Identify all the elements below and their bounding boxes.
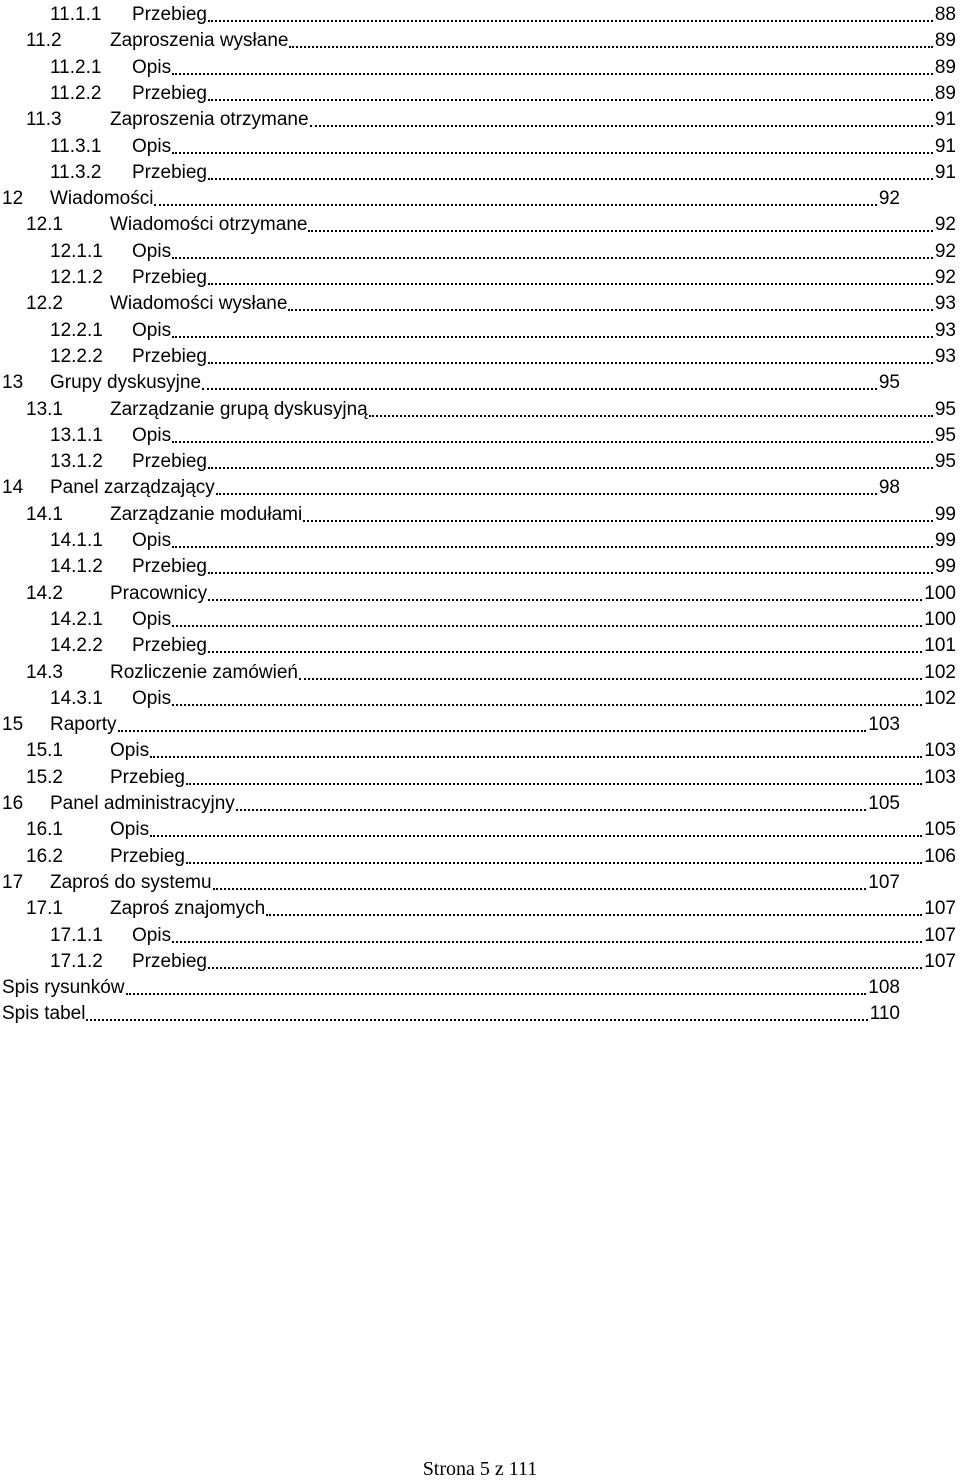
toc-entry-title: Przebieg xyxy=(132,635,207,657)
toc-entry[interactable] xyxy=(50,421,956,447)
toc-entry[interactable] xyxy=(50,605,956,631)
toc-entry[interactable] xyxy=(50,79,956,105)
toc-entry-number: 12.1.2 xyxy=(50,267,103,288)
toc-entry-page-number: 99 xyxy=(934,503,956,525)
toc-entry-page-number: 99 xyxy=(934,556,956,578)
toc-entry-page-number: 110 xyxy=(869,1003,900,1025)
toc-entry-title: Opis xyxy=(132,924,172,946)
toc-entry[interactable] xyxy=(26,815,956,841)
toc-entry-title: Zaproś do systemu xyxy=(50,871,212,893)
toc-entry-page-number: 89 xyxy=(934,30,956,52)
toc-entry[interactable] xyxy=(26,894,956,920)
toc-dot-leader xyxy=(172,257,933,259)
toc-entry[interactable] xyxy=(26,500,956,526)
toc-entry-page-number: 101 xyxy=(924,635,956,657)
toc-entry-number: 17.1.1 xyxy=(50,924,103,946)
toc-entry-page-number: 105 xyxy=(924,819,956,841)
toc-dot-leader xyxy=(369,415,933,417)
toc-entry-title: Zaproś znajomych xyxy=(110,898,266,920)
toc-entry-number: 13.1.2 xyxy=(50,451,103,473)
toc-dot-leader xyxy=(118,730,867,732)
toc-entry[interactable] xyxy=(50,263,956,289)
toc-entry-title: Przebieg xyxy=(132,451,207,473)
toc-entry-page-number: 89 xyxy=(934,56,956,78)
toc-entry[interactable] xyxy=(50,631,956,657)
toc-dot-leader xyxy=(172,625,922,627)
toc-entry[interactable] xyxy=(50,0,956,26)
toc-entry-number: 12.1 xyxy=(26,214,63,236)
toc-entry-number: 11.1.1 xyxy=(50,4,102,25)
toc-entry[interactable] xyxy=(26,842,956,868)
toc-entry[interactable] xyxy=(50,947,956,973)
toc-dot-leader xyxy=(289,46,932,48)
toc-dot-leader xyxy=(216,493,877,495)
toc-entry[interactable] xyxy=(26,763,956,789)
toc-entry-number: 11.3 xyxy=(26,109,62,131)
toc-dot-leader xyxy=(150,756,922,758)
toc-entry-page-number: 92 xyxy=(878,188,900,210)
toc-entry-page-number: 91 xyxy=(934,161,956,183)
toc-entry-title: Opis xyxy=(132,424,172,446)
toc-entry-page-number: 92 xyxy=(934,214,956,236)
toc-entry[interactable] xyxy=(50,132,956,158)
toc-entry[interactable] xyxy=(2,789,900,815)
toc-entry-title: Przebieg xyxy=(132,556,207,578)
toc-entry-number: 15.2 xyxy=(26,766,63,788)
toc-entry-page-number: 100 xyxy=(924,582,956,604)
toc-entry-number: 14 xyxy=(2,477,24,499)
toc-dot-leader xyxy=(154,204,876,206)
toc-entry-title: Opis xyxy=(132,319,172,341)
toc-dot-leader xyxy=(303,520,933,522)
toc-entry-number: 12 xyxy=(2,188,24,210)
toc-dot-leader xyxy=(208,362,933,364)
toc-entry-title: Przebieg xyxy=(132,161,207,183)
toc-entry-number: 17 xyxy=(2,871,24,893)
toc-entry[interactable] xyxy=(26,736,956,762)
toc-entry-number: 12.2.2 xyxy=(50,345,103,367)
toc-dot-leader xyxy=(288,309,932,311)
toc-entry[interactable] xyxy=(2,184,900,210)
toc-dot-leader xyxy=(208,20,933,22)
toc-entry-number: 13 xyxy=(2,372,24,394)
toc-dot-leader xyxy=(172,441,933,443)
toc-dot-leader xyxy=(208,99,933,101)
toc-entry[interactable] xyxy=(26,26,956,52)
toc-dot-leader xyxy=(213,888,867,890)
toc-dot-leader xyxy=(186,783,922,785)
toc-entry-page-number: 91 xyxy=(934,135,956,157)
page-footer: Strona 5 z 111 xyxy=(422,1458,538,1480)
toc-entry[interactable] xyxy=(50,53,956,79)
toc-entry-number: 13.1 xyxy=(26,398,63,420)
toc-entry-page-number: 95 xyxy=(934,424,956,446)
toc-entry[interactable] xyxy=(2,710,900,736)
toc-entry-title: Spis tabel xyxy=(2,1003,86,1025)
toc-entry-page-number: 107 xyxy=(924,950,956,972)
toc-entry-title: Zarządzanie grupą dyskusyjną xyxy=(110,398,368,420)
toc-entry-title: Spis rysunków xyxy=(2,977,125,999)
toc-entry[interactable] xyxy=(26,395,956,421)
toc-dot-leader xyxy=(172,73,933,75)
toc-entry[interactable] xyxy=(50,158,956,184)
toc-entry-title: Przebieg xyxy=(110,845,185,867)
toc-entry-number: 17.1 xyxy=(26,898,63,920)
toc-entry-title: Opis xyxy=(132,240,172,262)
toc-entry-title: Opis xyxy=(132,608,172,630)
toc-entry-title: Grupy dyskusyjne xyxy=(50,372,202,394)
toc-entry-number: 11.2.2 xyxy=(50,82,102,104)
toc-entry-number: 12.1.1 xyxy=(50,240,103,262)
toc-entry-number: 14.1.1 xyxy=(50,530,103,551)
toc-entry[interactable] xyxy=(26,289,956,315)
toc-entry-title: Wiadomości xyxy=(50,188,154,210)
toc-entry-number: 15 xyxy=(2,714,24,736)
toc-entry-number: 17.1.2 xyxy=(50,950,103,972)
toc-entry-title: Opis xyxy=(110,819,150,841)
toc-entry-page-number: 95 xyxy=(934,398,956,420)
toc-dot-leader xyxy=(266,914,922,916)
toc-entry-page-number: 102 xyxy=(924,687,956,709)
toc-dot-leader xyxy=(299,678,922,680)
toc-dot-leader xyxy=(172,336,933,338)
toc-dot-leader xyxy=(208,572,933,574)
toc-dot-leader xyxy=(172,152,933,154)
toc-entry-page-number: 95 xyxy=(934,451,956,473)
toc-dot-leader xyxy=(208,967,922,969)
toc-entry[interactable] xyxy=(50,921,956,947)
toc-entry-title: Opis xyxy=(132,530,172,551)
toc-entry-title: Wiadomości wysłane xyxy=(110,293,288,315)
toc-dot-leader xyxy=(150,835,922,837)
toc-entry[interactable] xyxy=(2,868,900,894)
toc-entry-page-number: 107 xyxy=(924,924,956,946)
toc-entry[interactable] xyxy=(2,973,900,999)
toc-entry-title: Przebieg xyxy=(132,4,207,25)
toc-entry[interactable] xyxy=(2,473,900,499)
toc-entry[interactable] xyxy=(26,210,956,236)
toc-entry-title: Przebieg xyxy=(132,82,207,104)
toc-dot-leader xyxy=(172,704,922,706)
toc-entry-page-number: 95 xyxy=(878,372,900,394)
toc-entry-title: Zaproszenia otrzymane xyxy=(110,109,309,131)
toc-dot-leader xyxy=(202,388,877,390)
toc-dot-leader xyxy=(208,178,933,180)
toc-entry-title: Wiadomości otrzymane xyxy=(110,214,308,236)
toc-entry-number: 11.2 xyxy=(26,30,62,52)
toc-entry-number: 14.2 xyxy=(26,582,63,604)
toc-entry-number: 16.1 xyxy=(26,819,63,841)
toc-entry-title: Przebieg xyxy=(132,950,207,972)
toc-entry[interactable] xyxy=(2,368,900,394)
toc-entry-title: Rozliczenie zamówień xyxy=(110,661,298,683)
toc-entry-title: Raporty xyxy=(50,714,117,736)
toc-entry[interactable] xyxy=(26,658,956,684)
toc-entry[interactable] xyxy=(50,684,956,710)
toc-entry-page-number: 91 xyxy=(934,109,956,131)
toc-entry[interactable] xyxy=(50,447,956,473)
toc-dot-leader xyxy=(86,1019,867,1021)
toc-entry-number: 14.2.2 xyxy=(50,635,103,657)
toc-entry-page-number: 93 xyxy=(934,293,956,315)
toc-entry-page-number: 103 xyxy=(924,766,956,788)
toc-entry[interactable] xyxy=(2,999,900,1025)
toc-entry-number: 16.2 xyxy=(26,845,63,867)
toc-dot-leader xyxy=(186,862,922,864)
toc-entry[interactable] xyxy=(50,342,956,368)
toc-entry[interactable] xyxy=(50,237,956,263)
toc-entry-page-number: 108 xyxy=(868,977,900,999)
toc-dot-leader xyxy=(236,809,866,811)
toc-entry-page-number: 93 xyxy=(934,319,956,341)
toc-entry-number: 14.3 xyxy=(26,661,63,683)
toc-entry-title: Zaproszenia wysłane xyxy=(110,30,289,52)
toc-entry-number: 13.1.1 xyxy=(50,424,103,446)
toc-entry-page-number: 92 xyxy=(934,240,956,262)
toc-entry-number: 11.3.1 xyxy=(50,135,102,157)
toc-entry-title: Opis xyxy=(132,135,172,157)
toc-dot-leader xyxy=(208,599,922,601)
toc-entry-page-number: 107 xyxy=(924,898,956,920)
toc-entry-page-number: 106 xyxy=(924,845,956,867)
toc-entry-number: 14.1 xyxy=(26,503,63,525)
toc-dot-leader xyxy=(172,941,922,943)
toc-entry-title: Panel administracyjny xyxy=(50,793,235,814)
toc-dot-leader xyxy=(126,993,867,995)
toc-entry-title: Opis xyxy=(110,740,150,762)
toc-entry-title: Przebieg xyxy=(132,267,207,288)
toc-entry-page-number: 103 xyxy=(924,740,956,762)
toc-entry-title: Opis xyxy=(132,687,172,709)
toc-entry-page-number: 102 xyxy=(924,661,956,683)
toc-entry-number: 16 xyxy=(2,793,24,814)
toc-entry[interactable] xyxy=(26,105,956,131)
toc-dot-leader xyxy=(308,230,932,232)
toc-entry-title: Pracownicy xyxy=(110,582,208,604)
toc-entry[interactable] xyxy=(50,316,956,342)
toc-entry-page-number: 107 xyxy=(868,871,900,893)
toc-entry-page-number: 99 xyxy=(934,530,956,551)
toc-entry-title: Opis xyxy=(132,56,172,78)
toc-entry-number: 11.2.1 xyxy=(50,56,102,78)
toc-entry-title: Zarządzanie modułami xyxy=(110,503,303,525)
toc-entry-page-number: 88 xyxy=(934,4,956,25)
toc-entry-number: 14.1.2 xyxy=(50,556,103,578)
toc-entry-number: 11.3.2 xyxy=(50,161,102,183)
toc-entry[interactable] xyxy=(26,579,956,605)
toc-entry-page-number: 103 xyxy=(868,714,900,736)
toc-entry-title: Panel zarządzający xyxy=(50,477,215,499)
toc-entry-title: Przebieg xyxy=(110,766,185,788)
toc-dot-leader xyxy=(208,651,922,653)
toc-dot-leader xyxy=(172,546,933,548)
toc-dot-leader xyxy=(310,125,933,127)
toc-dot-leader xyxy=(208,283,933,285)
toc-entry-page-number: 92 xyxy=(934,267,956,288)
toc-entry-page-number: 93 xyxy=(934,345,956,367)
toc-dot-leader xyxy=(208,467,933,469)
toc-entry-page-number: 100 xyxy=(924,608,956,630)
toc-entry[interactable] xyxy=(50,526,956,552)
toc-entry-number: 12.2.1 xyxy=(50,319,103,341)
toc-entry-title: Przebieg xyxy=(132,345,207,367)
toc-entry-number: 14.2.1 xyxy=(50,608,103,630)
toc-entry-number: 14.3.1 xyxy=(50,687,103,709)
toc-entry-page-number: 89 xyxy=(934,82,956,104)
toc-entry-page-number: 98 xyxy=(878,477,900,499)
toc-entry-number: 12.2 xyxy=(26,293,63,315)
toc-entry-page-number: 105 xyxy=(868,793,900,814)
toc-entry-number: 15.1 xyxy=(26,740,63,762)
toc-entry[interactable] xyxy=(50,552,956,578)
